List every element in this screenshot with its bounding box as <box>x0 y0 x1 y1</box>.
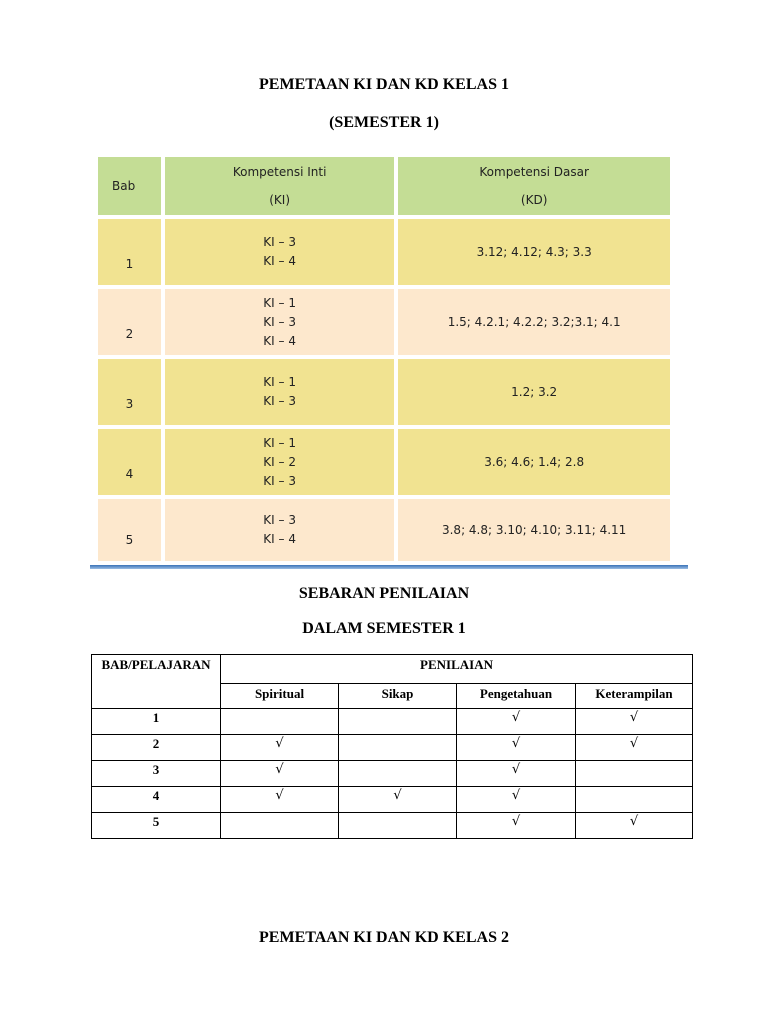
ki-kd-header-row <box>98 157 670 215</box>
ki-cell <box>165 499 394 561</box>
ki-cell <box>165 289 394 355</box>
table-row <box>92 761 693 787</box>
table-row <box>92 709 693 735</box>
column-header-sikap: Sikap <box>339 684 457 709</box>
table-row <box>98 359 670 425</box>
image-edge-strip <box>90 565 688 569</box>
check-cell <box>339 761 457 787</box>
kd-cell: 3.12; 4.12; 4.3; 3.3 <box>398 219 670 285</box>
ki-item: KI – 4 <box>263 333 296 348</box>
bab-cell: 4 <box>92 787 221 813</box>
table-row <box>98 429 670 495</box>
check-cell <box>221 709 339 735</box>
table-row <box>92 735 693 761</box>
bab-header: Bab <box>98 157 161 215</box>
ki-cell <box>165 429 394 495</box>
ki-item: KI – 4 <box>263 254 296 268</box>
table-row <box>98 219 670 285</box>
ki-item: KI – 4 <box>263 532 296 546</box>
check-cell <box>576 787 693 813</box>
ki-item: KI – 3 <box>263 235 296 249</box>
title-sebaran-penilaian: SEBARAN PENILAIAN <box>298 585 470 602</box>
penilaian-table <box>91 654 693 839</box>
ki-item: KI – 1 <box>263 375 296 389</box>
column-header-keterampilan: Keterampilan <box>576 684 693 709</box>
ki-item: KI – 1 <box>263 295 296 310</box>
bab-cell: 5 <box>92 813 221 839</box>
ki-item: KI – 3 <box>263 513 296 527</box>
ki-item: KI – 3 <box>263 314 296 329</box>
kd-cell: 1.5; 4.2.1; 4.2.2; 3.2;3.1; 4.1 <box>398 289 670 355</box>
check-cell: √ <box>576 813 693 839</box>
bab-cell: 3 <box>98 359 161 425</box>
bab-cell: 2 <box>98 289 161 355</box>
bab-cell: 1 <box>98 219 161 285</box>
bab-cell: 2 <box>92 735 221 761</box>
check-cell <box>339 813 457 839</box>
ki-kd-table <box>94 153 674 565</box>
penilaian-header-row <box>92 655 693 684</box>
check-cell <box>221 813 339 839</box>
ki-header <box>165 157 394 215</box>
kd-cell: 3.6; 4.6; 1.4; 2.8 <box>398 429 670 495</box>
check-cell: √ <box>221 735 339 761</box>
check-cell <box>339 735 457 761</box>
bab-cell: 4 <box>98 429 161 495</box>
kd-cell: 1.2; 3.2 <box>398 359 670 425</box>
table-row <box>92 813 693 839</box>
check-cell: √ <box>457 735 576 761</box>
ki-item: KI – 1 <box>263 435 296 450</box>
table-row <box>98 289 670 355</box>
check-cell: √ <box>457 787 576 813</box>
kd-header-line1: Kompetensi Dasar <box>479 165 589 179</box>
check-cell: √ <box>457 813 576 839</box>
check-cell <box>576 761 693 787</box>
check-cell: √ <box>221 761 339 787</box>
check-cell: √ <box>457 761 576 787</box>
ki-item: KI – 3 <box>263 394 296 408</box>
check-cell <box>339 709 457 735</box>
check-cell: √ <box>339 787 457 813</box>
penilaian-group-header: PENILAIAN <box>221 655 693 684</box>
ki-cell <box>165 219 394 285</box>
ki-cell <box>165 359 394 425</box>
title-kelas-2: PEMETAAN KI DAN KD KELAS 2 <box>259 929 509 946</box>
ki-header-line1: Kompetensi Inti <box>232 165 327 179</box>
check-cell: √ <box>576 735 693 761</box>
check-cell: √ <box>576 709 693 735</box>
column-header-spiritual: Spiritual <box>221 684 339 709</box>
ki-item: KI – 3 <box>263 473 296 488</box>
subtitle-semester-1: (SEMESTER 1) <box>329 114 439 131</box>
check-cell: √ <box>457 709 576 735</box>
kd-header-line2: (KD) <box>520 193 548 207</box>
bab-pelajaran-header: BAB/PELAJARAN <box>92 655 221 709</box>
bab-cell: 1 <box>92 709 221 735</box>
table-row <box>92 787 693 813</box>
kd-cell: 3.8; 4.8; 3.10; 4.10; 3.11; 4.11 <box>398 499 670 561</box>
check-cell: √ <box>221 787 339 813</box>
bab-cell: 3 <box>92 761 221 787</box>
subtitle-dalam-semester: DALAM SEMESTER 1 <box>302 620 466 637</box>
ki-item: KI – 2 <box>263 454 296 469</box>
table-row <box>98 499 670 561</box>
ki-header-line2: (KI) <box>269 193 291 207</box>
column-header-pengetahuan: Pengetahuan <box>457 684 576 709</box>
title-kelas-1: PEMETAAN KI DAN KD KELAS 1 <box>259 76 509 93</box>
bab-cell: 5 <box>98 499 161 561</box>
kd-header <box>398 157 670 215</box>
